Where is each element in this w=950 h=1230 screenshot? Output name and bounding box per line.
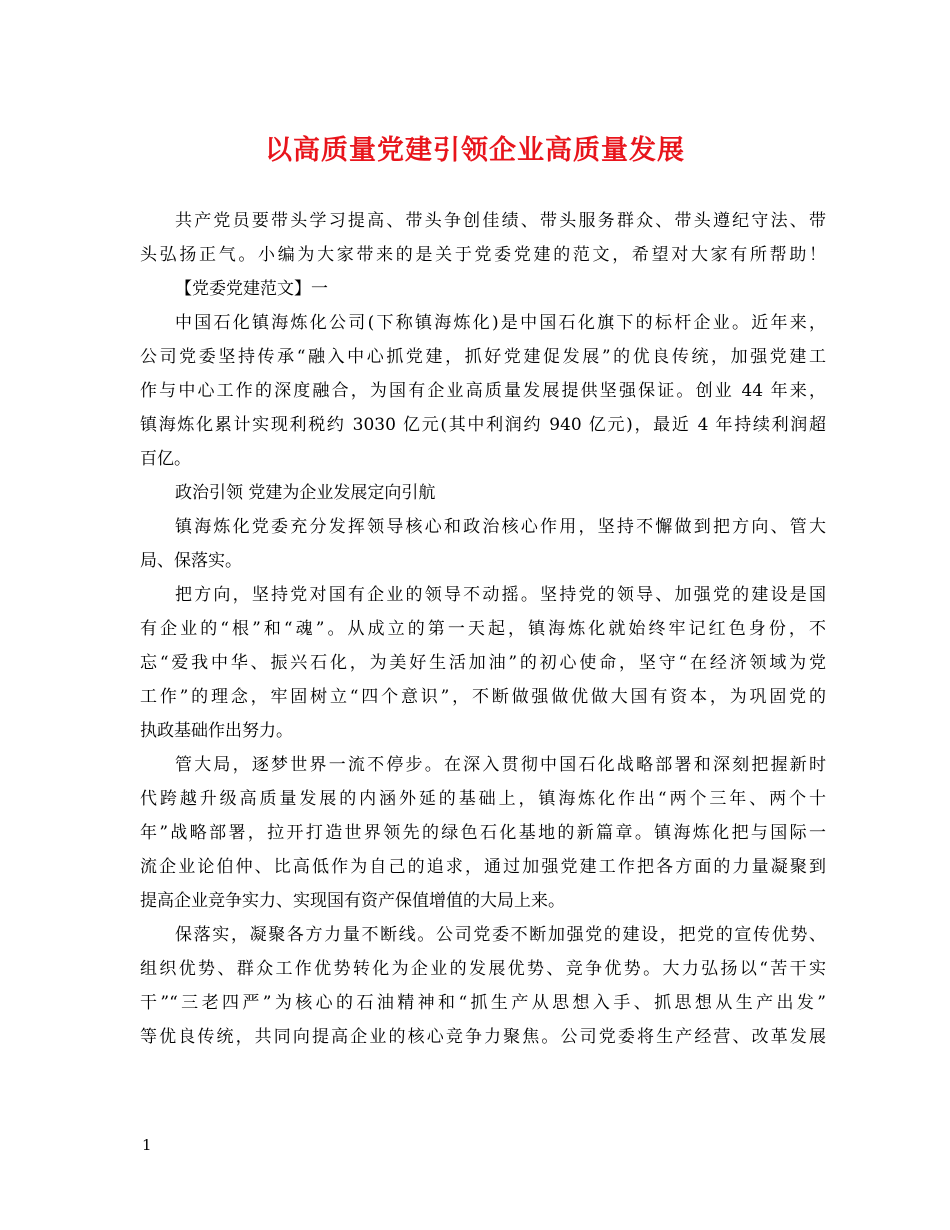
text-line: 公司党委坚持传承“融入中心抓党建，抓好党建促发展”的优良传统，加强党建工 xyxy=(140,347,826,367)
section-heading: 【党委党建范文】一 xyxy=(175,279,328,299)
text-line: 共产党员要带头学习提高、带头争创佳绩、带头服务群众、带头遵纪守法、带 xyxy=(175,211,826,231)
text-line: 镇海炼化党委充分发挥领导核心和政治核心作用，坚持不懈做到把方向、管大 xyxy=(175,517,826,537)
document-body xyxy=(140,204,826,1054)
text-line: 年”战略部署，拉开打造世界领先的绿色石化基地的新篇章。镇海炼化把与国际一 xyxy=(140,823,826,843)
text-line: 管大局，逐梦世界一流不停步。在深入贯彻中国石化战略部署和深刻把握新时 xyxy=(175,755,826,775)
page-number: 1 xyxy=(142,1136,152,1154)
text-line: 忘“爱我中华、振兴石化，为美好生活加油”的初心使命，坚守“在经济领域为党 xyxy=(140,653,826,673)
text-line: 干”“三老四严”为核心的石油精神和“抓生产从思想入手、抓思想从生产出发” xyxy=(140,993,826,1013)
text-line: 作与中心工作的深度融合，为国有企业高质量发展提供坚强保证。创业 44 年来， xyxy=(140,381,826,401)
text-line: 百亿。 xyxy=(140,449,191,469)
text-line: 有企业的“根”和“魂”。从成立的第一天起，镇海炼化就始终牢记红色身份，不 xyxy=(140,619,826,639)
text-line: 把方向，坚持党对国有企业的领导不动摇。坚持党的领导、加强党的建设是国 xyxy=(175,585,826,605)
document-title: 以高质量党建引领企业高质量发展 xyxy=(265,135,685,166)
text-line: 中国石化镇海炼化公司(下称镇海炼化)是中国石化旗下的标杆企业。近年来， xyxy=(175,313,826,333)
text-line: 代跨越升级高质量发展的内涵外延的基础上，镇海炼化作出“两个三年、两个十 xyxy=(140,789,826,809)
text-line: 局、保落实。 xyxy=(140,551,242,571)
subheading: 政治引领 党建为企业发展定向引航 xyxy=(175,483,436,503)
text-line: 工作”的理念，牢固树立“四个意识”，不断做强做优做大国有资本，为巩固党的 xyxy=(140,687,826,707)
text-line: 提高企业竞争实力、实现国有资产保值增值的大局上来。 xyxy=(140,891,565,911)
text-line: 等优良传统，共同向提高企业的核心竞争力聚焦。公司党委将生产经营、改革发展 xyxy=(140,1027,826,1047)
text-line: 执政基础作出努力。 xyxy=(140,721,293,741)
text-line: 头弘扬正气。小编为大家带来的是关于党委党建的范文，希望对大家有所帮助！ xyxy=(140,245,826,265)
text-line: 流企业论伯仲、比高低作为自己的追求，通过加强党建工作把各方面的力量凝聚到 xyxy=(140,857,826,877)
text-line: 镇海炼化累计实现利税约 3030 亿元(其中利润约 940 亿元)，最近 4 年持续利润超 xyxy=(140,415,826,435)
text-line: 保落实，凝聚各方力量不断线。公司党委不断加强党的建设，把党的宣传优势、 xyxy=(175,925,826,945)
text-line: 组织优势、群众工作优势转化为企业的发展优势、竞争优势。大力弘扬以“苦干实 xyxy=(140,959,826,979)
